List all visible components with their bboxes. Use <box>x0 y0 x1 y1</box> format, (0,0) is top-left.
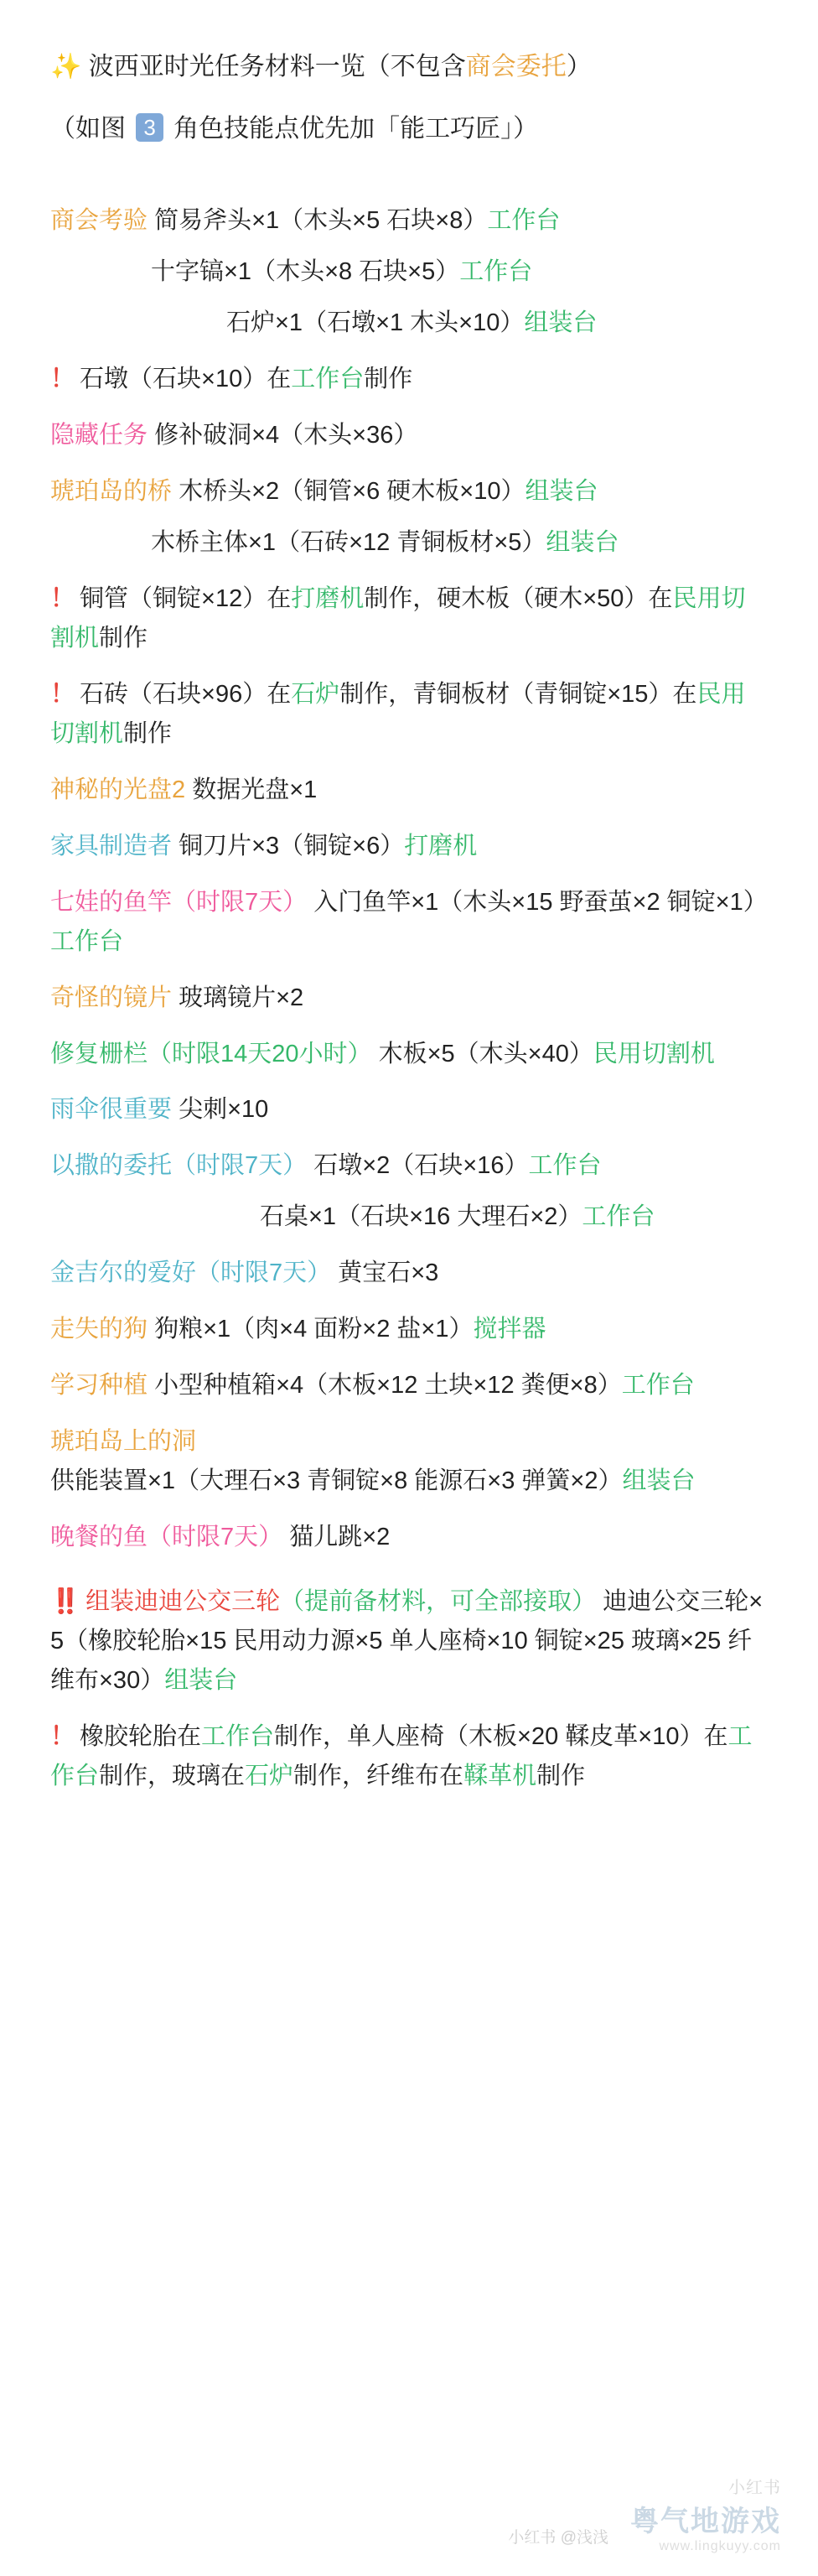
station-name: 组装台 <box>622 1467 696 1495</box>
page-title-text: 波西亚时光任务材料一览（不包含 <box>88 53 466 80</box>
task-name: 晚餐的鱼（时限7天） <box>50 1524 283 1551</box>
list-item <box>50 1310 768 1349</box>
note-text-mid-3: 制作，纤维布在 <box>293 1763 464 1790</box>
watermark-sub: www.lingkuyy.com <box>659 2539 781 2553</box>
task-name: 琥珀岛上的洞 <box>50 1428 197 1456</box>
list-item <box>50 1090 768 1130</box>
list-item <box>50 1197 768 1237</box>
task-materials: 狗粮×1（肉×4 面粉×2 盐×1） <box>148 1316 474 1343</box>
list-item <box>50 416 768 455</box>
station-name: 工作台 <box>528 1152 602 1180</box>
task-materials: 十字镐×1（木头×8 石块×5） <box>151 257 460 285</box>
watermark-top: 小红书 <box>728 2479 781 2497</box>
task-name: 学习种植 <box>50 1372 148 1400</box>
task-materials: 黄宝石×3 <box>331 1259 439 1287</box>
task-name: 以撒的委托（时限7天） <box>50 1152 308 1180</box>
task-name: 琥珀岛的桥 <box>50 477 173 505</box>
list-item <box>50 979 768 1018</box>
warning-icon: ！ <box>50 365 75 392</box>
station-name: 组装台 <box>546 528 619 556</box>
station-name: 工作台 <box>459 257 533 285</box>
spacer <box>50 1574 768 1582</box>
task-materials: 石墩×2（石块×16） <box>307 1152 529 1180</box>
note-text-mid-2: 制作，玻璃在 <box>99 1763 246 1790</box>
task-materials: 木桥头×2（铜管×6 硬木板×10） <box>172 477 525 505</box>
note-text-mid: 制作，青铜板材（青铜锭×15）在 <box>339 680 697 708</box>
note-item <box>50 579 768 658</box>
station-name: 搅拌器 <box>473 1316 546 1343</box>
note-text-post: 制作 <box>536 1763 586 1790</box>
task-name: 商会考验 <box>50 207 148 234</box>
list-item-highlight <box>50 1582 768 1701</box>
station-name-2: 工作台 <box>50 1723 753 1790</box>
page-title-tail: ） <box>566 53 592 80</box>
note-text-pre: 石墩（石块×10）在 <box>80 365 292 392</box>
note-item <box>50 1717 768 1796</box>
task-name: 组装迪迪公交三轮 <box>85 1588 281 1616</box>
list-item <box>50 1422 768 1501</box>
watermark-main: 粤气地游戏 <box>630 2506 781 2537</box>
list-item <box>50 304 768 343</box>
task-note: （提前备材料，可全部接取） <box>280 1588 597 1616</box>
task-materials: 迪迪公交三轮×5（橡胶轮胎×15 民用动力源×5 单人座椅×10 铜锭×25 玻璃×25 纤维布×30） <box>50 1588 764 1695</box>
station-name-2: 民用切割机 <box>50 680 746 747</box>
task-materials: 数据光盘×1 <box>185 776 318 803</box>
task-materials: 入门鱼竿×1（木头×15 野蚕茧×2 铜锭×1） <box>307 888 768 916</box>
station-name: 打磨机 <box>291 584 365 612</box>
figure-badge: 3 <box>136 113 163 142</box>
warning-icon: ！ <box>50 1723 75 1751</box>
task-materials: 简易斧头×1（木头×5 石块×8） <box>148 207 488 234</box>
station-name-2: 民用切割机 <box>50 584 746 652</box>
task-name: 走失的狗 <box>50 1316 148 1343</box>
task-materials: 小型种植箱×4（木板×12 土块×12 粪便×8） <box>148 1372 622 1400</box>
subtitle-post: 角色技能点优先加「能工巧匠」） <box>173 115 539 143</box>
list-item <box>50 472 768 512</box>
station-name: 工作台 <box>582 1203 655 1231</box>
note-text-pre: 橡胶轮胎在 <box>80 1723 202 1751</box>
task-materials: 铜刀片×3（铜锭×6） <box>172 832 405 860</box>
note-item <box>50 675 768 754</box>
list-item <box>50 771 768 810</box>
task-materials: 尖刺×10 <box>172 1096 269 1124</box>
page-subtitle <box>50 109 768 149</box>
station-name: 组装台 <box>524 309 598 336</box>
task-materials: 修补破洞×4（木头×36） <box>148 421 418 449</box>
note-text-post: 制作 <box>123 719 173 747</box>
station-name: 工作台 <box>201 1723 275 1751</box>
watermark-handle: 小红书 @浅浅 <box>508 2529 608 2547</box>
task-name: 家具制造者 <box>50 832 173 860</box>
list-item <box>50 252 768 292</box>
task-name: 修复栅栏（时限14天20小时） <box>50 1040 372 1067</box>
double-warning-icon: ‼️ <box>50 1588 81 1616</box>
list-item <box>50 523 768 563</box>
list-item <box>50 1366 768 1405</box>
task-materials: 木桥主体×1（石砖×12 青铜板材×5） <box>151 528 546 556</box>
station-name: 组装台 <box>164 1667 238 1695</box>
task-materials: 玻璃镜片×2 <box>172 984 304 1011</box>
task-materials: 石桌×1（石块×16 大理石×2） <box>260 1203 582 1231</box>
station-name: 石炉 <box>291 680 340 708</box>
list-item <box>50 1035 768 1074</box>
sparkle-icon: ✨ <box>50 53 82 80</box>
spacer <box>50 166 768 201</box>
station-name: 民用切割机 <box>593 1040 715 1067</box>
page-title-highlight: 商会委托 <box>465 53 567 80</box>
subtitle-pre: （如图 <box>50 115 126 143</box>
note-item <box>50 360 768 399</box>
station-name-3: 石炉 <box>245 1763 294 1790</box>
note-text-post: 制作 <box>364 365 413 392</box>
note-text-pre: 石砖（石块×96）在 <box>80 680 292 708</box>
task-materials: 石炉×1（石墩×1 木头×10） <box>226 309 525 336</box>
task-materials: 猫儿跳×2 <box>282 1524 391 1551</box>
list-item <box>50 1518 768 1557</box>
station-name: 组装台 <box>525 477 598 505</box>
list-item <box>50 827 768 866</box>
note-text-post: 制作 <box>99 624 148 652</box>
warning-icon: ！ <box>50 680 75 708</box>
note-text-mid: 制作，硬木板（硬木×50）在 <box>364 584 673 612</box>
note-text-mid: 制作，单人座椅（木板×20 鞣皮革×10）在 <box>274 1723 728 1751</box>
task-name: 神秘的光盘2 <box>50 776 186 803</box>
warning-icon: ！ <box>50 584 75 612</box>
list-item <box>50 1254 768 1293</box>
station-name: 工作台 <box>50 927 124 955</box>
task-materials: 供能装置×1（大理石×3 青铜锭×8 能源石×3 弹簧×2） <box>50 1467 623 1495</box>
station-name: 工作台 <box>291 365 365 392</box>
station-name: 工作台 <box>487 207 561 234</box>
list-item <box>50 201 768 241</box>
task-name: 金吉尔的爱好（时限7天） <box>50 1259 332 1287</box>
task-materials: 木板×5（木头×40） <box>371 1040 593 1067</box>
task-name: 雨伞很重要 <box>50 1096 173 1124</box>
station-name: 工作台 <box>621 1372 695 1400</box>
task-name: 隐藏任务 <box>50 421 148 449</box>
task-name: 奇怪的镜片 <box>50 984 173 1011</box>
page-title <box>50 47 768 87</box>
list-item <box>50 1146 768 1186</box>
station-name: 打磨机 <box>404 832 478 860</box>
station-name-4: 鞣革机 <box>463 1763 537 1790</box>
note-text-pre: 铜管（铜锭×12）在 <box>80 584 292 612</box>
watermark <box>630 2474 781 2554</box>
list-item <box>50 883 768 962</box>
task-name: 七娃的鱼竿（时限7天） <box>50 888 308 916</box>
